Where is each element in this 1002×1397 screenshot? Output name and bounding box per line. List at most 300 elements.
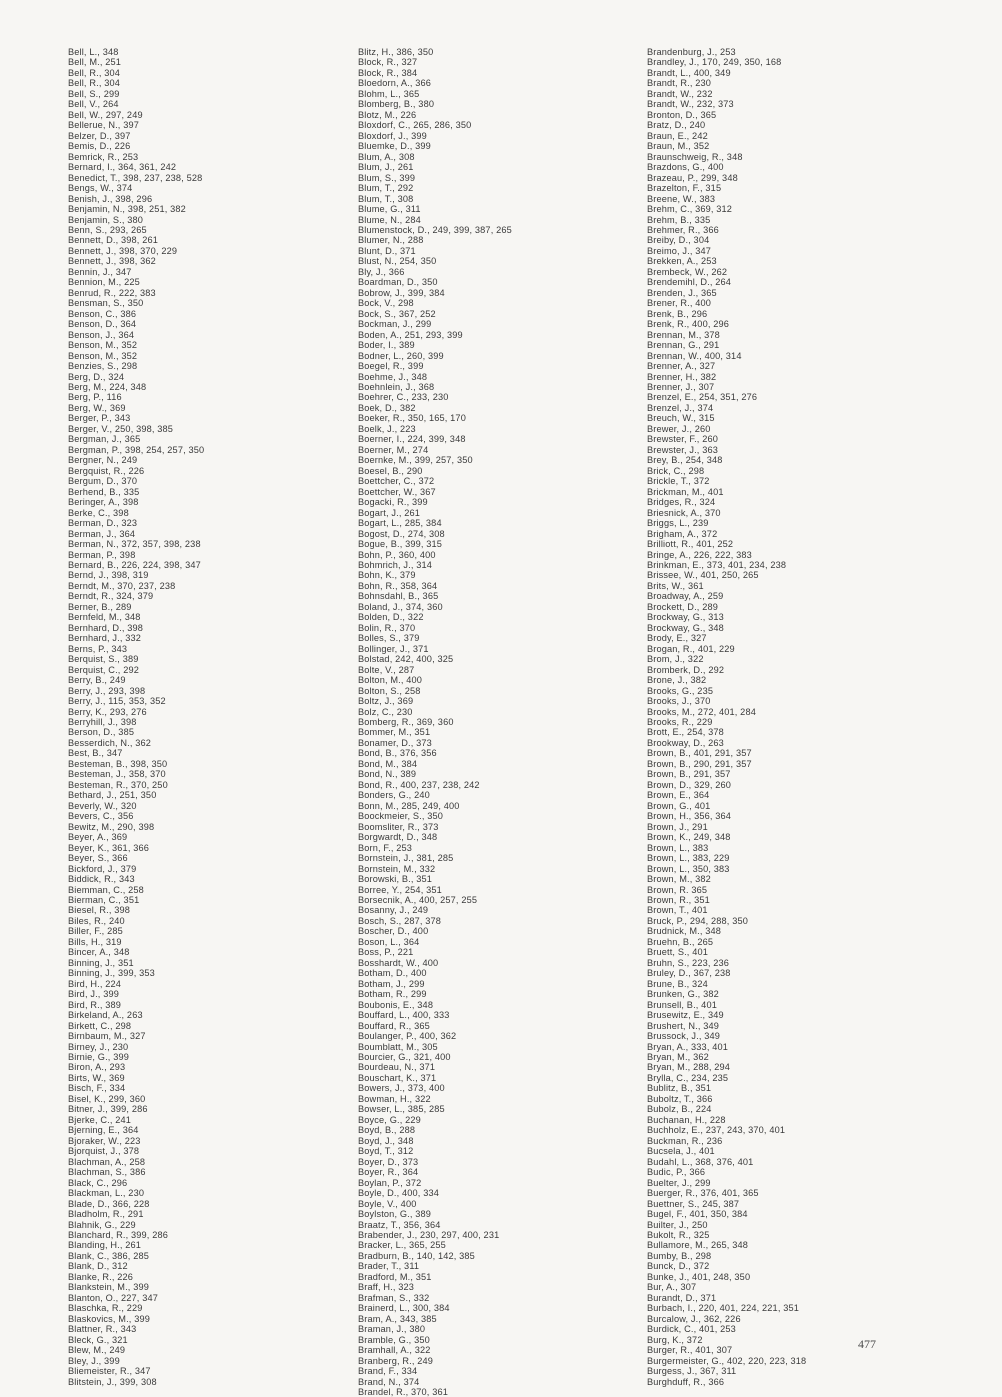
index-entry: Brenner, H., 382 xyxy=(647,371,717,382)
index-entry: Bitner, J., 399, 286 xyxy=(68,1104,148,1115)
index-entry: Brusewitz, E., 349 xyxy=(647,1010,724,1021)
index-entry: Bradford, M., 351 xyxy=(358,1271,432,1282)
index-entry: Bernard, B., 226, 224, 398, 347 xyxy=(68,559,201,570)
index-entry: Bladholm, R., 291 xyxy=(68,1209,144,1220)
index-entry: Bennett, D., 398, 261 xyxy=(68,235,158,246)
index-entry: Benson, D., 364 xyxy=(68,319,137,330)
index-entry: Blank, C., 386, 285 xyxy=(68,1250,149,1261)
index-entry: Bomberg, R., 369, 360 xyxy=(358,717,454,727)
index-entry: Bell, V., 264 xyxy=(68,99,119,110)
index-entry: Boyer, R., 364 xyxy=(358,1167,419,1178)
index-entry: Blew, M., 249 xyxy=(68,1345,126,1356)
index-entry: Boubonis, E., 348 xyxy=(358,999,434,1010)
index-entry: Brunsell, B., 401 xyxy=(647,999,717,1010)
index-entry: Bouffard, R., 365 xyxy=(358,1020,430,1031)
index-entry: Bouschart, K., 371 xyxy=(358,1072,437,1083)
index-entry: Bobrow, J., 399, 384 xyxy=(358,287,445,298)
index-entry: Bromberk, D., 292 xyxy=(647,664,725,675)
index-entry: Bosch, S., 287, 378 xyxy=(358,915,442,926)
index-entry: Boson, L., 364 xyxy=(358,936,420,947)
index-entry: Bunck, D., 372 xyxy=(647,1261,710,1272)
index-entry: Bernd, J., 398, 319 xyxy=(68,570,149,581)
index-entry: Benson, C., 386 xyxy=(68,308,137,319)
index-entry: Brenner, J., 307 xyxy=(647,382,715,392)
index-entry: Bramble, G., 350 xyxy=(358,1334,430,1345)
index-entry: Bevers, C., 356 xyxy=(68,811,134,822)
index-entry: Blunt, D., 371 xyxy=(358,245,416,256)
index-entry: Bennion, M., 225 xyxy=(68,277,140,288)
index-entry: Benn, S., 293, 265 xyxy=(68,224,147,235)
index-entry: Blohm, L., 365 xyxy=(358,88,420,99)
index-entry: Blust, N., 254, 350 xyxy=(358,256,437,267)
index-entry: Bond, N., 389 xyxy=(358,769,417,780)
index-entry: Buelter, J., 299 xyxy=(647,1177,711,1188)
index-entry: Birkett, C., 298 xyxy=(68,1020,132,1031)
index-entry: Belzer, D., 397 xyxy=(68,130,131,141)
index-entry: Bonn, M., 285, 249, 400 xyxy=(358,800,460,811)
index-entry: Brenk, B., 296 xyxy=(647,308,708,319)
index-entry: Buboltz, T., 366 xyxy=(647,1093,713,1104)
index-entry: Bramhall, A., 322 xyxy=(358,1345,431,1356)
index-column-3 xyxy=(647,47,806,1387)
index-entry: Brenden, J., 365 xyxy=(647,287,717,298)
index-entry: Brooks, G., 235 xyxy=(647,685,714,696)
index-entry: Benedict, T., 398, 237, 238, 528 xyxy=(68,172,203,183)
index-entry: Brudnick, M., 348 xyxy=(647,926,722,937)
index-entry: Boehnlein, J., 368 xyxy=(358,382,435,392)
index-entry: Bergman, P., 398, 254, 257, 350 xyxy=(68,444,205,455)
index-entry: Bryan, M., 288, 294 xyxy=(647,1062,731,1073)
index-entry: Bowser, L., 385, 285 xyxy=(358,1104,445,1115)
index-entry: Brand, F., 334 xyxy=(358,1366,418,1377)
index-entry: Bickford, J., 379 xyxy=(68,863,137,874)
index-entry: Beringer, A., 398 xyxy=(68,497,139,508)
index-entry: Brewer, J., 260 xyxy=(647,423,711,434)
index-entry: Brylla, C., 234, 235 xyxy=(647,1072,729,1083)
index-entry: Bock, V., 298 xyxy=(358,298,414,309)
index-entry: Blanke, R., 226 xyxy=(68,1271,134,1282)
index-entry: Berquist, S., 389 xyxy=(68,654,139,665)
index-entry: Bruett, S., 401 xyxy=(647,947,708,958)
index-entry: Bemis, D., 226 xyxy=(68,141,131,152)
index-entry: Boehrer, C., 233, 230 xyxy=(358,392,449,403)
index-entry: Blachman, A., 258 xyxy=(68,1156,146,1167)
index-entry: Blum, A., 308 xyxy=(358,151,415,162)
index-entry: Bergman, J., 365 xyxy=(68,434,141,445)
index-entry: Bincer, A., 348 xyxy=(68,947,130,958)
index-entry: Berg, D., 324 xyxy=(68,371,125,382)
index-entry: Berke, C., 398 xyxy=(68,507,129,518)
index-entry: Block, R., 384 xyxy=(358,67,418,78)
index-entry: Burandt, D., 371 xyxy=(647,1292,717,1303)
index-entry: Bruck, P., 294, 288, 350 xyxy=(647,915,748,926)
index-entry: Boyle, D., 400, 334 xyxy=(358,1188,439,1199)
index-entry: Brandt, W., 232, 373 xyxy=(647,99,734,110)
index-entry: Boland, J., 374, 360 xyxy=(358,601,443,612)
index-entry: Bridges, R., 324 xyxy=(647,497,716,508)
index-entry: Budic, P., 366 xyxy=(647,1167,706,1178)
index-entry: Blade, D., 366, 228 xyxy=(68,1198,150,1209)
index-entry: Boelk, J., 223 xyxy=(358,423,416,434)
index-entry: Bolte, V., 287 xyxy=(358,664,415,675)
index-entry: Bolstad, 242, 400, 325 xyxy=(358,654,454,665)
index-entry: Bell, L., 348 xyxy=(68,47,119,57)
index-entry: Bensman, S., 350 xyxy=(68,298,144,309)
index-entry: Blanding, H., 261 xyxy=(68,1240,142,1251)
index-entry: Brazelton, F., 315 xyxy=(647,183,722,194)
index-entry: Besteman, B., 398, 350 xyxy=(68,758,168,769)
index-entry: Burger, R., 401, 307 xyxy=(647,1345,733,1356)
index-entry: Berry, B., 249 xyxy=(68,675,126,686)
index-entry: Brown, L., 383, 229 xyxy=(647,853,730,864)
index-entry: Brown, L., 350, 383 xyxy=(647,863,730,874)
index-entry: Budahl, L., 368, 376, 401 xyxy=(647,1156,754,1167)
index-entry: Brunken, G., 382 xyxy=(647,989,719,1000)
index-entry: Brabender, J., 230, 297, 400, 231 xyxy=(358,1229,500,1240)
index-entry: Brick, C., 298 xyxy=(647,465,705,476)
index-entry: Brandt, R., 230 xyxy=(647,78,712,89)
index-entry: Biles, R., 240 xyxy=(68,915,125,926)
index-entry: Berhend, B., 335 xyxy=(68,486,140,497)
index-entry: Biesel, R., 398 xyxy=(68,905,131,916)
index-entry: Bergum, D., 370 xyxy=(68,476,138,487)
index-entry: Blackman, L., 230 xyxy=(68,1188,145,1199)
index-entry: Brafman, S., 332 xyxy=(358,1292,430,1303)
index-entry: Bugel, F., 401, 350, 384 xyxy=(647,1209,748,1220)
index-entry: Borgwardt, D., 348 xyxy=(358,832,438,843)
index-entry: Bergquist, R., 226 xyxy=(68,465,145,476)
index-entry: Blume, N., 284 xyxy=(358,214,421,225)
index-entry: Berns, P., 343 xyxy=(68,643,128,654)
index-entry: Blume, G., 311 xyxy=(358,204,421,215)
index-entry: Blum, S., 399 xyxy=(358,172,416,183)
index-entry: Brenner, A., 327 xyxy=(647,361,716,372)
index-entry: Bley, J., 399 xyxy=(68,1355,120,1366)
index-entry: Boerner, I., 224, 399, 348 xyxy=(358,434,466,445)
index-entry: Bullamore, M., 265, 348 xyxy=(647,1240,748,1251)
index-entry: Berner, B., 289 xyxy=(68,601,132,612)
index-entry: Blomberg, B., 380 xyxy=(358,99,435,110)
index-entry: Besteman, J., 358, 370 xyxy=(68,769,166,780)
index-entry: Brockway, G., 313 xyxy=(647,612,724,623)
index-entry: Berman, P., 398 xyxy=(68,549,136,560)
index-entry: Brand, N., 374 xyxy=(358,1376,420,1387)
index-entry: Born, F., 253 xyxy=(358,842,413,853)
index-entry: Blaskovics, M., 399 xyxy=(68,1313,150,1324)
index-entry: Beverly, W., 320 xyxy=(68,800,137,811)
index-entry: Breuch, W., 315 xyxy=(647,413,715,424)
index-entry: Boumblatt, M., 305 xyxy=(358,1041,438,1052)
index-entry: Bowman, H., 322 xyxy=(358,1093,431,1104)
index-entry: Bills, H., 319 xyxy=(68,936,122,947)
index-entry: Bouffard, L., 400, 333 xyxy=(358,1010,450,1021)
index-entry: Boulanger, P., 400, 362 xyxy=(358,1031,457,1042)
index-entry: Bohn, P., 360, 400 xyxy=(358,549,436,560)
index-entry: Bennett, J., 398, 362 xyxy=(68,256,156,267)
index-entry: Bernhard, J., 332 xyxy=(68,633,142,644)
index-entry: Bringe, A., 226, 222, 383 xyxy=(647,549,752,560)
index-entry: Brissee, W., 401, 250, 265 xyxy=(647,570,759,581)
index-entry: Brushert, N., 349 xyxy=(647,1020,719,1031)
index-entry: Biemman, C., 258 xyxy=(68,884,144,895)
index-entry: Boesel, B., 290 xyxy=(358,465,423,476)
index-entry: Borree, Y., 254, 351 xyxy=(358,884,442,895)
index-entry: Brazdons, G., 400 xyxy=(647,162,724,173)
index-entry: Boockmeier, S., 350 xyxy=(358,811,444,822)
index-entry: Blank, D., 312 xyxy=(68,1261,128,1272)
index-entry: Brekken, A., 253 xyxy=(647,256,717,267)
index-entry: Bracker, L., 365, 255 xyxy=(358,1240,446,1251)
index-entry: Brehm, C., 369, 312 xyxy=(647,204,733,215)
index-entry: Best, B., 347 xyxy=(68,748,123,759)
index-entry: Blahnik, G., 229 xyxy=(68,1219,136,1230)
index-entry: Boyce, G., 229 xyxy=(358,1114,421,1125)
index-entry: Boscher, D., 400 xyxy=(358,926,429,937)
index-entry: Brickman, M., 401 xyxy=(647,486,724,497)
index-entry: Benish, J., 398, 296 xyxy=(68,193,153,204)
index-entry: Bourcier, G., 321, 400 xyxy=(358,1052,451,1062)
index-entry: Blitz, H., 386, 350 xyxy=(358,47,434,57)
index-entry: Botham, R., 299 xyxy=(358,989,427,1000)
index-entry: Bosanny, J., 249 xyxy=(358,905,429,916)
index-entry: Briesnick, A., 370 xyxy=(647,507,721,518)
index-entry: Boylston, G., 389 xyxy=(358,1209,432,1220)
index-entry: Bisel, K., 299, 360 xyxy=(68,1093,146,1104)
index-entry: Brewster, F., 260 xyxy=(647,434,718,445)
index-entry: Boyer, D., 373 xyxy=(358,1156,419,1167)
index-entry: Brussock, J., 349 xyxy=(647,1031,721,1042)
index-entry: Biron, A., 293 xyxy=(68,1062,126,1073)
index-entry: Brigham, A., 372 xyxy=(647,528,718,539)
index-entry: Block, R., 327 xyxy=(358,57,418,68)
index-entry: Brown, G., 401 xyxy=(647,800,711,811)
index-entry: Boardman, D., 350 xyxy=(358,277,438,288)
index-entry: Bommer, M., 351 xyxy=(358,727,431,738)
index-entry: Bernfeld, M., 348 xyxy=(68,612,141,623)
index-entry: Borowski, B., 351 xyxy=(358,874,433,885)
index-entry: Bukolt, R., 325 xyxy=(647,1229,710,1240)
index-entry: Broadway, A., 259 xyxy=(647,591,724,602)
index-entry: Bogue, B., 399, 315 xyxy=(358,539,443,550)
index-entry: Besteman, R., 370, 250 xyxy=(68,779,168,790)
index-entry: Brogan, R., 401, 229 xyxy=(647,643,735,654)
index-entry: Braun, M., 352 xyxy=(647,141,710,152)
index-entry: Bemrick, R., 253 xyxy=(68,151,139,162)
index-entry: Bolles, S., 379 xyxy=(358,633,420,644)
index-entry: Blaschka, R., 229 xyxy=(68,1303,143,1314)
index-entry: Brown, M., 382 xyxy=(647,874,711,885)
index-entry: Brooks, M., 272, 401, 284 xyxy=(647,706,756,717)
index-entry: Bernhard, D., 398 xyxy=(68,622,144,633)
index-entry: Benrud, R., 222, 383 xyxy=(68,287,156,298)
index-entry: Bengs, W., 374 xyxy=(68,183,133,194)
index-entry: Bellerue, N., 397 xyxy=(68,120,139,131)
index-entry: Brenzel, J., 374 xyxy=(647,402,714,413)
index-entry: Burdick, C., 401, 253 xyxy=(647,1324,736,1335)
index-entry: Breimo, J., 347 xyxy=(647,245,712,256)
index-entry: Breene, W., 383 xyxy=(647,193,716,204)
index-entry: Buerger, R., 376, 401, 365 xyxy=(647,1188,759,1199)
index-entry: Beyer, S., 366 xyxy=(68,853,128,864)
index-entry: Bennin, J., 347 xyxy=(68,266,132,277)
index-entry: Boerner, M., 274 xyxy=(358,444,429,455)
index-entry: Builter, J., 250 xyxy=(647,1219,708,1230)
index-entry: Benjamin, S., 380 xyxy=(68,214,144,225)
index-entry: Bell, R., 304 xyxy=(68,67,120,78)
index-entry: Boettcher, W., 367 xyxy=(358,486,436,497)
index-entry: Brainerd, L., 300, 384 xyxy=(358,1303,450,1314)
index-column-2 xyxy=(358,47,512,1397)
index-entry: Birkeland, A., 263 xyxy=(68,1010,143,1021)
index-entry: Bruley, D., 367, 238 xyxy=(647,968,731,979)
index-entry: Bronton, D., 365 xyxy=(647,109,717,120)
index-entry: Bogart, L., 285, 384 xyxy=(358,518,442,529)
index-entry: Brandel, R., 370, 361 xyxy=(358,1387,448,1397)
index-entry: Blumenstock, D., 249, 399, 387, 265 xyxy=(358,224,512,235)
index-entry: Bloxdorf, C., 265, 286, 350 xyxy=(358,120,472,131)
index-entry: Bratz, D., 240 xyxy=(647,120,706,131)
index-entry: Bjerning, E., 364 xyxy=(68,1125,139,1136)
index-entry: Braman, J., 380 xyxy=(358,1324,426,1335)
index-entry: Bell, W., 297, 249 xyxy=(68,109,143,120)
index-entry: Boyd, J., 348 xyxy=(358,1135,414,1146)
index-entry: Brandt, W., 232 xyxy=(647,88,713,99)
index-entry: Birney, J., 230 xyxy=(68,1041,129,1052)
index-entry: Brehmer, R., 366 xyxy=(647,224,719,235)
index-entry: Briggs, L., 239 xyxy=(647,518,709,529)
index-entry: Blanton, O., 227, 347 xyxy=(68,1292,158,1303)
index-entry: Brooks, J., 370 xyxy=(647,696,711,707)
index-entry: Brown, B., 401, 291, 357 xyxy=(647,748,752,759)
index-entry: Bohnsdahl, B., 365 xyxy=(358,591,439,602)
index-entry: Botham, J., 299 xyxy=(358,978,425,989)
index-entry: Boss, P., 221 xyxy=(358,947,414,958)
index-entry: Brits, W., 361 xyxy=(647,580,704,591)
index-entry: Braunschweig, R., 348 xyxy=(647,151,743,162)
index-entry: Bollinger, J., 371 xyxy=(358,643,429,654)
index-entry: Braatz, T., 356, 364 xyxy=(358,1219,441,1230)
index-entry: Benson, M., 352 xyxy=(68,350,138,361)
index-entry: Brune, B., 324 xyxy=(647,978,708,989)
index-entry: Buchholz, E., 237, 243, 370, 401 xyxy=(647,1125,786,1136)
index-entry: Berry, J., 115, 353, 352 xyxy=(68,696,166,707)
index-entry: Boettcher, C., 372 xyxy=(358,476,435,487)
index-entry: Bornstein, J., 381, 285 xyxy=(358,853,454,864)
index-entry: Blanchard, R., 399, 286 xyxy=(68,1229,168,1240)
index-entry: Buckman, R., 236 xyxy=(647,1135,723,1146)
index-entry: Berry, K., 293, 276 xyxy=(68,706,147,717)
index-entry: Brone, J., 382 xyxy=(647,675,707,686)
index-entry: Brookway, D., 263 xyxy=(647,737,724,748)
page-number: 477 xyxy=(858,1337,876,1351)
index-entry: Borsecnik, A., 400, 257, 255 xyxy=(358,894,478,905)
index-entry: Buettner, S., 245, 387 xyxy=(647,1198,740,1209)
index-entry: Brey, B., 254, 348 xyxy=(647,455,723,466)
index-entry: Benson, J., 364 xyxy=(68,329,135,340)
index-entry: Bluemke, D., 399 xyxy=(358,141,431,152)
index-entry: Burgess, J., 367, 311 xyxy=(647,1366,737,1377)
index-entry: Bjerke, C., 241 xyxy=(68,1114,132,1125)
index-entry: Blum, T., 292 xyxy=(358,183,414,194)
index-entry: Boernke, M., 399, 257, 350 xyxy=(358,455,473,466)
index-entry: Boeker, R., 350, 165, 170 xyxy=(358,413,466,424)
index-entry: Bolz, C., 230 xyxy=(358,706,413,717)
index-entry: Bogacki, R., 399 xyxy=(358,497,428,508)
index-entry: Berman, D., 323 xyxy=(68,518,138,529)
index-entry: Blum, T., 308 xyxy=(358,193,414,204)
index-entry: Bowers, J., 373, 400 xyxy=(358,1083,445,1094)
index-entry: Bogart, J., 261 xyxy=(358,507,421,518)
index-entry: Bucsela, J., 401 xyxy=(647,1146,715,1157)
index-entry: Berger, V., 250, 398, 385 xyxy=(68,423,174,434)
index-entry: Bohn, R., 358, 364 xyxy=(358,580,438,591)
index-entry: Benzies, S., 298 xyxy=(68,361,138,372)
index-entry: Burghduff, R., 366 xyxy=(647,1376,725,1387)
index-entry: Blotz, M., 226 xyxy=(358,109,417,120)
index-entry: Brewster, J., 363 xyxy=(647,444,718,455)
index-entry: Brandenburg, J., 253 xyxy=(647,47,736,57)
index-entry: Berson, D., 385 xyxy=(68,727,135,738)
index-entry: Brickle, T., 372 xyxy=(647,476,710,487)
index-entry: Beyer, K., 361, 366 xyxy=(68,842,149,853)
index-entry: Bradburn, B., 140, 142, 385 xyxy=(358,1250,475,1261)
index-entry: Beyer, A., 369 xyxy=(68,832,128,843)
index-entry: Boder, I., 389 xyxy=(358,340,415,351)
index-entry: Bolin, R., 370 xyxy=(358,622,416,633)
index-entry: Bonamer, D., 373 xyxy=(358,737,432,748)
index-entry: Breiby, D., 304 xyxy=(647,235,710,246)
index-entry: Bennett, J., 398, 370, 229 xyxy=(68,245,178,256)
index-entry: Bonders, G., 240 xyxy=(358,790,430,801)
index-entry: Bohmrich, J., 314 xyxy=(358,559,433,570)
index-entry: Brown, J., 291 xyxy=(647,821,708,832)
index-entry: Burbach, I., 220, 401, 224, 221, 351 xyxy=(647,1303,800,1314)
index-entry: Blum, J., 261 xyxy=(358,162,414,173)
index-entry: Bourdeau, N., 371 xyxy=(358,1062,436,1073)
index-entry: Bubolz, B., 224 xyxy=(647,1104,712,1115)
index-entry: Bird, J., 399 xyxy=(68,989,119,1000)
index-entry: Blumer, N., 288 xyxy=(358,235,424,246)
index-entry: Brown, T., 401 xyxy=(647,905,708,916)
index-entry: Braun, E., 242 xyxy=(647,130,708,141)
index-entry: Bumby, B., 298 xyxy=(647,1250,712,1261)
index-entry: Brener, R., 400 xyxy=(647,298,712,309)
index-entry: Berg, M., 224, 348 xyxy=(68,382,147,392)
index-entry: Branberg, R., 249 xyxy=(358,1355,434,1366)
index-entry: Berndt, R., 324, 379 xyxy=(68,591,154,602)
index-entry: Bodner, L., 260, 399 xyxy=(358,350,444,361)
index-entry: Bond, B., 376, 356 xyxy=(358,748,437,759)
index-entry: Boyd, T., 312 xyxy=(358,1146,414,1157)
index-entry: Birnie, G., 399 xyxy=(68,1052,129,1062)
index-entry: Bockman, J., 299 xyxy=(358,319,432,330)
index-entry: Buchanan, H., 228 xyxy=(647,1114,726,1125)
index-entry: Brown, E., 364 xyxy=(647,790,710,801)
index-entry: Brown, L., 383 xyxy=(647,842,709,853)
index-entry: Bogost, D., 274, 308 xyxy=(358,528,445,539)
index-entry: Bell, M., 251 xyxy=(68,57,122,68)
index-entry: Brockway, G., 348 xyxy=(647,622,724,633)
index-entry: Berger, P., 343 xyxy=(68,413,131,424)
index-entry: Brown, R., 351 xyxy=(647,894,710,905)
index-entry: Brembeck, W., 262 xyxy=(647,266,728,277)
index-entry: Brennan, M., 378 xyxy=(647,329,720,340)
index-entry: Bosshardt, W., 400 xyxy=(358,957,439,968)
index-entry: Binning, J., 351 xyxy=(68,957,134,968)
index-entry: Bethard, J., 251, 350 xyxy=(68,790,157,801)
index-entry: Biller, F., 285 xyxy=(68,926,123,937)
index-entry: Brader, T., 311 xyxy=(358,1261,420,1272)
